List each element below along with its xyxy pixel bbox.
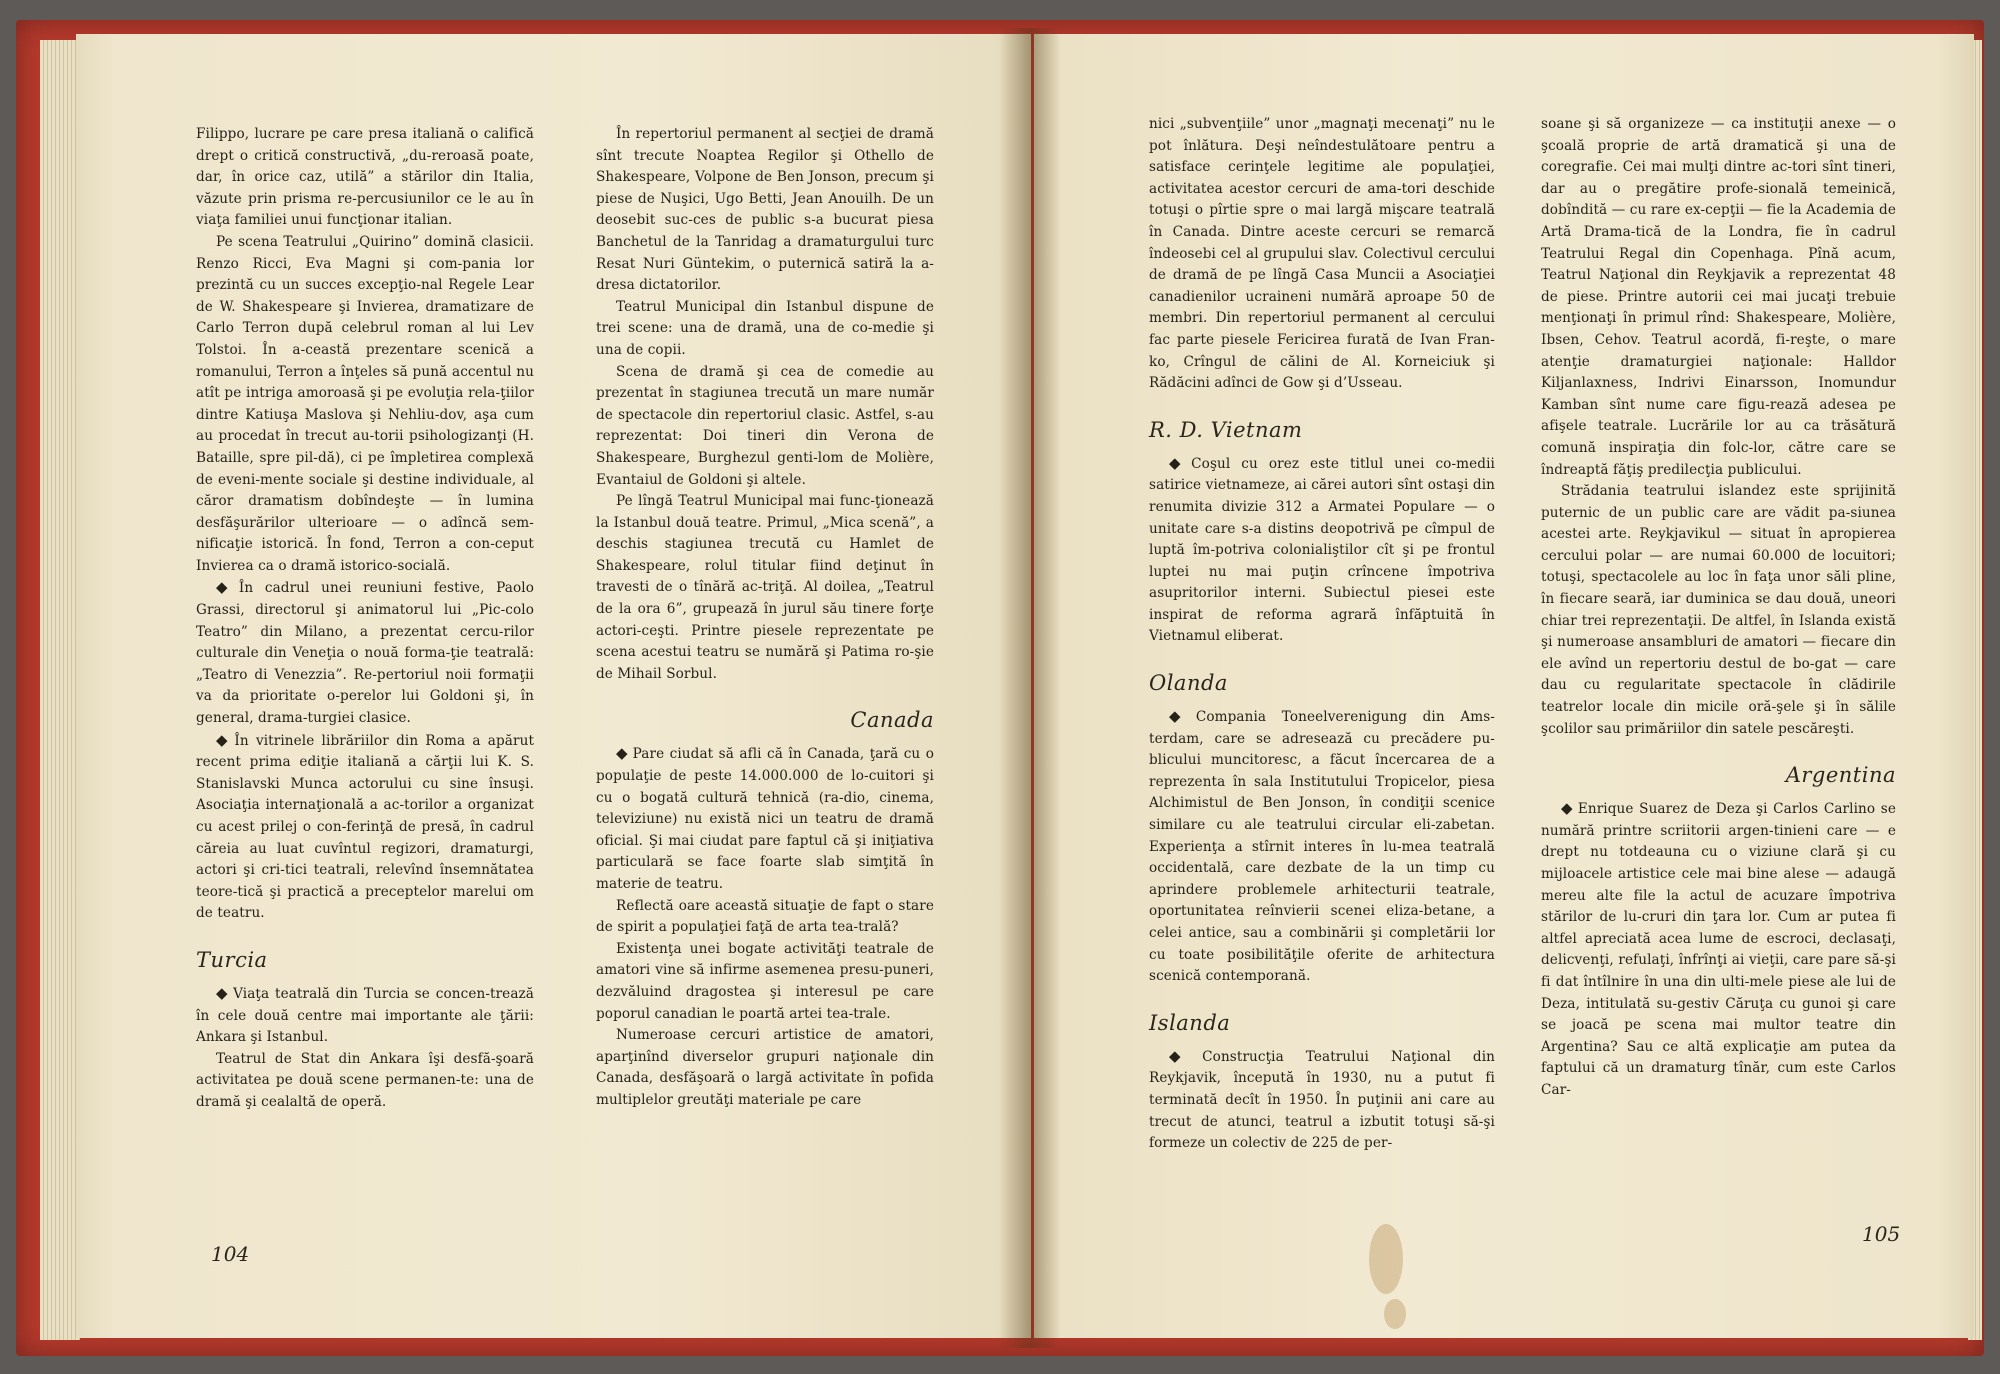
- paragraph: [596, 297, 934, 362]
- paragraph-text: Teatrul de Stat din Ankara îşi desfă-şoară activitatea pe două scene permanen-te: una de dramă şi cealaltă de operă.: [196, 1050, 534, 1110]
- paragraph: [596, 939, 934, 1025]
- paragraph-text: Pe scena Teatrului „Quirino” domină clasicii. Renzo Ricci, Eva Magni şi com-pania lor prezintă cu un succes excepţio-nal Regele Lear de W. Shakespeare şi Invierea, dramatizare de Carlo Terron după celebrul roman al lui Lev Tolstoi. În a-ceastă prezentare scenică a romanului, Terron a înţeles să pună accentul nu atît pe intriga amoroasă şi pe evoluţia rela-ţiilor dintre Katiuşa Maslova şi Nehliu-dov, aşa cum au procedat în trecut au-torii psihologizanţi (H. Bataille, spre pil-dă), ci pe împletirea complexă de eveni-mente sociale şi destine individuale, al căror dramatism dobîndeşte — în lumina desfăşurărilor ulterioare — o adîncă sem-nificaţie istorică. În fond, Terron a con-ceput Invierea ca o dramă istorico-socială.: [196, 233, 534, 574]
- paragraph-text: Enrique Suarez de Deza şi Carlos Carlino se numără printre scriitorii argen-tinieni care — e drept nu totdeauna cu o viziune clară şi cu mijloacele artistice cele mai bine alese — adaugă mereu alte file la actul de acuzare împotriva stărilor de lu-cruri din ţara lor. Cum ar putea fi altfel apreciată acea lume de escroci, declasaţi, delicvenţi, refulaţi, înfrînţi ai vieţii, care pare să-şi fi dat întîlnire în una din ulti-mele piese ale lui de Deza, intitulată su-gestiv Căruţa cu gunoi şi care se joacă pe scena mai multor teatre din Argentina? Sau ce altă explicaţie am putea da faptului că un dramaturg tînăr, cum este Carlos Car-: [1541, 801, 1896, 1098]
- page-number-right: 105: [1862, 1222, 1901, 1246]
- paragraph-text: Construcţia Teatrului Naţional din Reykjavik, începută în 1930, nu a putut fi terminată decît în 1950. În puţinii ani care au trecut de atunci, teatrul a izbutit totuşi să-şi formeze un colectiv de 225 de per-: [1149, 1048, 1495, 1152]
- paragraph: [196, 730, 534, 925]
- left-column-2: [596, 124, 934, 1112]
- paragraph-text: Compania Toneelverenigung din Ams-terdam, care se adresează cu precădere pu-blicului muncitoresc, a făcut încercarea de a reprezenta în sala Institutului Tropicelor, piesa Alchimistul de Ben Jonson, în condiţii scenice similare cu ale teatrului circular eli-zabetan. Experienţa a stîrnit interes în lu-mea teatrală occidentală, care dezbate de la un timp cu aprindere problemele arhitecturii teatrale, oportunitatea reînvierii scenei eliza-betane, a celei antice, sau a combinării şi completării lor cu toate posibilităţile oferite de arhitectura scenică contemporană.: [1149, 709, 1495, 985]
- section-heading: [196, 947, 534, 973]
- diamond-bullet-icon: ◆: [1169, 1046, 1199, 1065]
- diamond-bullet-icon: ◆: [216, 730, 231, 749]
- diamond-bullet-icon: ◆: [1169, 453, 1188, 472]
- paragraph-text: Viaţa teatrală din Turcia se concen-trează în cele două centre mai importante ale ţării: Ankara şi Istanbul.: [196, 985, 534, 1046]
- heading-text: R. D. Vietnam: [1149, 417, 1303, 442]
- paragraph: [596, 743, 934, 895]
- right-column-2: [1541, 114, 1896, 1102]
- paragraph: [1149, 453, 1495, 648]
- paragraph: [1149, 114, 1495, 395]
- diamond-bullet-icon: ◆: [1169, 707, 1192, 726]
- paragraph-text: În repertoriul permanent al secţiei de dramă sînt trecute Noaptea Regilor şi Othello de Shakespeare, Volpone de Ben Jonson, precum şi piese de Nuşici, Ugo Betti, Jean Anouilh. De un deosebit suc-ces de public s-a bucurat piesa Banchetul de la Tanridag a dramaturgului turc Resat Nuri Güntekim, o puternică satiră la a-dresa dictatorilor.: [596, 126, 934, 294]
- page-stain: [1384, 1299, 1406, 1329]
- paragraph-text: Pare ciudat să afli că în Canada, ţară cu o populaţie de peste 14.000.000 de lo-cuitori şi cu o bogată cultură tehnică (ra-dio, cinema, televiziune) nu există nici un teatru de dramă oficial. Şi mai ciudat pare faptul că şi iniţiativa particulară se face foarte slab simţită în materie de teatru.: [596, 746, 934, 892]
- paragraph: [596, 491, 934, 685]
- paragraph: [1149, 1046, 1495, 1155]
- paragraph: [1149, 706, 1495, 988]
- paragraph-text: Numeroase cercuri artistice de amatori, aparţinînd diverselor grupuri naţionale din Canada, desfăşoară o largă activitate în pofida multiplelor greutăţi materiale pe care: [596, 1027, 934, 1108]
- paragraph-text: Coşul cu orez este titlul unei co-medii satirice vietnameze, ai cărei autori sînt ostaşi din renumita divizie 312 a Armatei Populare — o unitate care s-a distins deopotrivă pe cîmpul de luptă îm-potriva colonialiştilor cît şi pe frontul luptei nu mai puţin crîncene împotriva asupritorilor interni. Subiectul piesei este inspirat de reforma agrară înfăptuită în Vietnamul eliberat.: [1149, 455, 1495, 645]
- right-column-1: [1149, 114, 1495, 1155]
- paragraph: [596, 896, 934, 939]
- left-page: [76, 34, 1031, 1338]
- paragraph: [1541, 798, 1896, 1101]
- heading-text: Turcia: [196, 947, 268, 972]
- paragraph-text: În vitrinele librăriilor din Roma a apărut recent prima ediţie italiană a cărţii lui K. S. Stanislavski Munca actorului cu sine însuşi. Asociaţia internaţională a ac-torilor a organizat cu acest prilej o con-ferinţă de presă, în cadrul căreia au luat cuvîntul regizori, dramaturgi, actori şi cri-tici teatrali, relevînd însemnătatea teore-tică şi practică a preceptelor marelui om de teatru.: [196, 732, 535, 922]
- paragraph: [596, 124, 934, 297]
- paragraph-text: Filippo, lucrare pe care presa italiană o califică drept o critică constructivă, „du-reroasă poate, dar, în orice caz, utilă” a stărilor din Italia, văzute prin prisma re-percusiunilor ce le au în viaţa familiei unui funcţionar italian.: [196, 126, 534, 229]
- section-heading: [1149, 1010, 1495, 1036]
- paragraph-text: Scena de dramă şi cea de comedie au prezentat în stagiunea trecută un mare număr de spectacole din repertoriul clasic. Astfel, s-au reprezentat: Doi tineri din Verona de Shakespeare, Burghezul genti-lom de Molière, Evantaiul de Goldoni şi altele.: [596, 363, 934, 488]
- heading-text: Olanda: [1149, 671, 1228, 696]
- diamond-bullet-icon: ◆: [216, 983, 230, 1002]
- spine-shadow: [1000, 28, 1060, 1348]
- paragraph: [596, 362, 934, 492]
- paragraph-text: Existenţa unei bogate activităţi teatrale de amatori vine să infirme asemenea presu-puneri, dezvăluind dragostea şi interesul pe care poporul canadian le poartă artei tea-trale.: [596, 940, 934, 1022]
- paragraph-text: Strădania teatrului islandez este sprijinită puternic de un public care are vădit pa-siunea acestei arte. Reykjavikul — situat în apropierea cercului polar — are numai 60.000 de locuitori; totuşi, spectacolele au loc în faţa unor săli pline, în fiecare seară, iar duminica se dau două, uneori chiar trei reprezentaţii. De altfel, în Islanda există şi numeroase ansambluri de amatori — fiecare din ele avînd un repertoriu destul de bo-gat — care dau cu regularitate spectacole în clădirile teatrelor locale din micile oră-şele şi în sălile şcolilor sau primăriilor din satele pescăreşti.: [1541, 483, 1896, 737]
- page-number-left: 104: [211, 1242, 250, 1266]
- page-stain: [1369, 1224, 1403, 1294]
- paragraph: [1541, 114, 1896, 481]
- section-heading: [596, 707, 934, 733]
- heading-text: Argentina: [1785, 763, 1896, 788]
- paragraph: [596, 1025, 934, 1111]
- paragraph: [196, 1049, 534, 1114]
- heading-text: Canada: [850, 708, 934, 733]
- right-page: [1034, 34, 1974, 1338]
- left-column-1: [196, 124, 534, 1114]
- heading-text: Islanda: [1149, 1010, 1231, 1035]
- section-heading: [1149, 417, 1495, 443]
- paragraph-text: Reflectă oare această situaţie de fapt o stare de spirit a populaţiei faţă de arta tea-trală?: [596, 897, 934, 936]
- diamond-bullet-icon: ◆: [1561, 799, 1574, 818]
- paragraph: [1541, 481, 1896, 740]
- paragraph: [196, 577, 534, 729]
- left-page-edges: [40, 40, 80, 1340]
- paragraph: [196, 232, 534, 578]
- diamond-bullet-icon: ◆: [616, 744, 629, 763]
- section-heading: [1541, 762, 1896, 788]
- paragraph: [196, 124, 534, 232]
- paragraph-text: Pe lîngă Teatrul Municipal mai func-ţionează la Istanbul două teatre. Primul, „Mica scenă”, a deschis stagiunea trecută cu Hamlet de Shakespeare, rolul titular fiind deţinut în travesti de o tînără ac-triţă. Al doilea, „Teatrul de la ora 6”, grupează în jurul său tinere forţe actori-ceşti. Printre piesele reprezentate pe scena acestui teatru se numără şi Patima ro-şie de Mihail Sorbul.: [596, 493, 934, 682]
- diamond-bullet-icon: ◆: [216, 578, 235, 597]
- paragraph: [196, 983, 534, 1049]
- paragraph-text: nici „subvenţiile” unor „magnaţi mecenaţi” nu le pot înlătura. Deşi neîndestulătoare pentru a satisface cerinţele legitime ale populaţiei, activitatea acestor cercuri de ama-tori deschide totuşi o pîrtie spre o mai largă mişcare teatrală în Canada. Dintre aceste cercuri se remarcă îndeosebi cel al grupului slav. Colectivul cercului de dramă de pe lîngă Casa Muncii a Asociaţiei canadienilor ucraineni numără aproape 50 de membri. Din repertoriul permanent al cercului fac parte piesele Fericirea furată de Ivan Fran-ko, Crîngul de călini de Al. Korneiciuk şi Rădăcini adînci de Gow şi d’Usseau.: [1149, 116, 1495, 392]
- section-heading: [1149, 670, 1495, 696]
- paragraph-text: soane şi să organizeze — ca instituţii anexe — o şcoală proprie de artă dramatică şi una de coregrafie. Cei mai mulţi dintre ac-tori sînt tineri, dar au o pregătire profe-sională temeinică, dobîndită — cu rare ex-cepţii — fie la Academia de Artă Drama-tică de la Londra, fie în cadrul Teatrului Regal din Copenhaga. Pînă acum, Teatrul Naţional din Reykjavik a reprezentat 48 de piese. Printre autorii cei mai jucaţi trebuie menţionaţi în primul rînd: Shakespeare, Molière, Ibsen, Cehov. Teatrul acordă, fi-reşte, o mare atenţie dramaturgiei naţionale: Halldor Kiljanlaxness, Indrivi Einarsson, Inomundur Kamban sînt nume care figu-rează adesea pe afişele teatrale. Lucrările lor au ca trăsătură comună inspiraţia din folc-lor, către care se îndreaptă făţiş predilecţia publicului.: [1541, 116, 1896, 478]
- paragraph-text: În cadrul unei reuniuni festive, Paolo Grassi, directorul şi animatorul lui „Pic-colo Teatro” din Milano, a prezentat cercu-rilor culturale din Veneţia o nouă forma-ţie teatrală: „Teatro di Venezzia”. Re-pertoriul noii formaţii va da prioritate o-perelor lui Goldoni şi, în general, drama-turgiei clasice.: [196, 580, 534, 727]
- paragraph-text: Teatrul Municipal din Istanbul dispune de trei scene: una de dramă, una de co-medie şi una de copii.: [596, 298, 934, 358]
